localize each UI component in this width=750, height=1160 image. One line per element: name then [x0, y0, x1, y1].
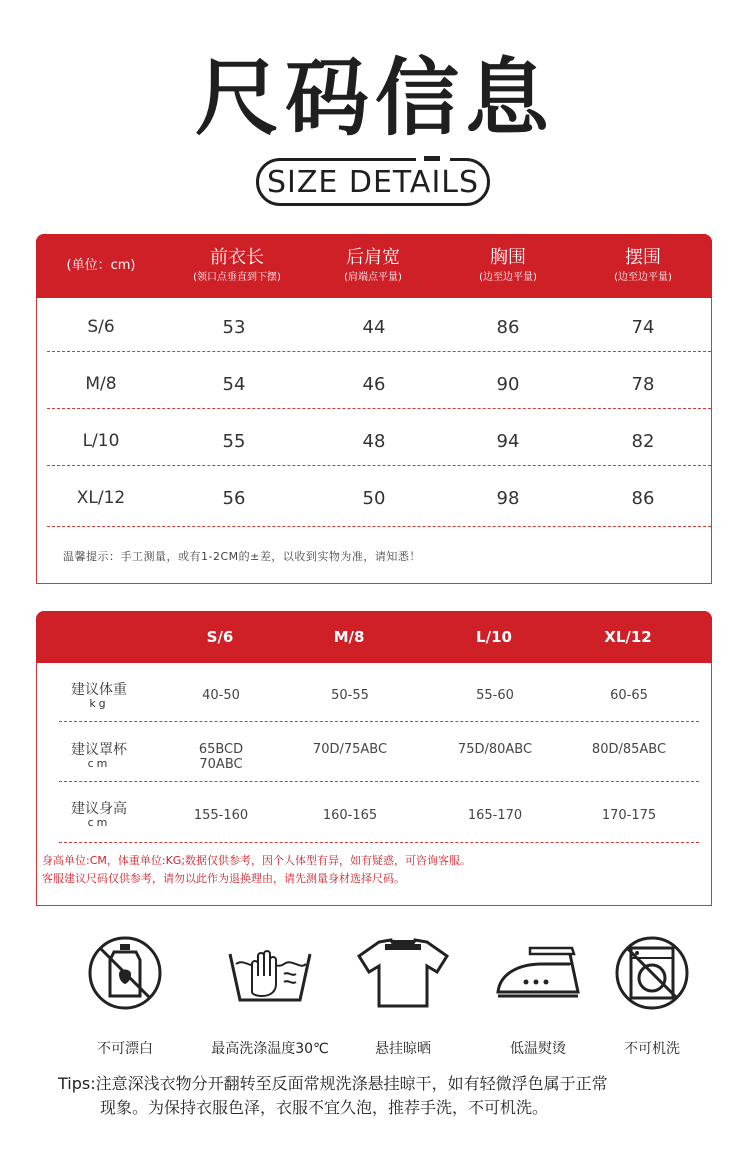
- hang-dry-icon: [355, 934, 451, 1012]
- recommendation-table-header: S/6 M/8 L/10 XL/12: [36, 611, 712, 663]
- column-header: 后肩宽 (肩端点平量): [344, 247, 402, 283]
- table-row: M/8 54 46 90 78: [85, 374, 655, 395]
- table-row: L/10 55 48 94 82: [82, 431, 655, 452]
- recommendation-table: S/6 M/8 L/10 XL/12 建议体重 kg 40-50 50-55 55-60 60-65 建议罩杯 cm 65BCD 70ABC 70D/75ABC 75D/80ABC 80D/85ABC 建议身高 cm 155-160 160-165 165-170 170-175 身高单位:CM，体重单位:KG;数据仅供参考，因个人体型有异，如有疑惑，可咨询客服。 客服建议尺码仅供参考，请勿以此作为退换理由，请先测量身材选择尺码。: [36, 611, 712, 906]
- column-header: 前衣长 (领口点垂直到下摆): [193, 247, 281, 283]
- table-row: S/6 53 44 86 74: [87, 317, 655, 338]
- care-item: 最高洗涤温度30℃: [195, 934, 345, 1058]
- column-header: 摆围 (边至边平量): [614, 247, 672, 283]
- column-header: 胸围 (边至边平量): [479, 247, 537, 283]
- page-title: 尺码信息: [194, 49, 555, 147]
- subtitle-text: SIZE DETAILS: [256, 158, 490, 206]
- care-tips: Tips:注意深浅衣物分开翻转至反面常规洗涤悬挂晾干，如有轻微浮色属于正常 现象。为保持衣服色泽，衣服不宜久泡，推荐手洗，不可机洗。: [58, 1074, 608, 1117]
- no-bleach-icon: [86, 934, 164, 1012]
- recommendation-note: 客服建议尺码仅供参考，请勿以此作为退换理由，请先测量身材选择尺码。: [42, 872, 405, 885]
- no-machine-wash-icon: [613, 934, 691, 1012]
- wash-30-icon: [222, 934, 318, 1012]
- care-item: 悬挂晾晒: [338, 934, 468, 1058]
- care-item: 不可漂白: [60, 934, 190, 1058]
- subtitle-badge: [256, 158, 494, 210]
- recommendation-note: 身高单位:CM，体重单位:KG;数据仅供参考，因个人体型有异，如有疑惑，可咨询客服。: [42, 854, 472, 867]
- measurement-note: 温馨提示：手工测量，或有1-2CM的±差，以收到实物为准，请知悉！: [63, 550, 421, 563]
- measurement-table: [36, 234, 712, 584]
- measurement-table-header: [36, 234, 712, 298]
- low-iron-icon: [490, 934, 586, 1012]
- table-row: XL/12 56 50 98 86: [76, 488, 655, 509]
- care-item: 低温熨烫: [473, 934, 603, 1058]
- unit-header: (单位：cm): [66, 258, 136, 273]
- care-item: 不可机洗: [587, 934, 717, 1058]
